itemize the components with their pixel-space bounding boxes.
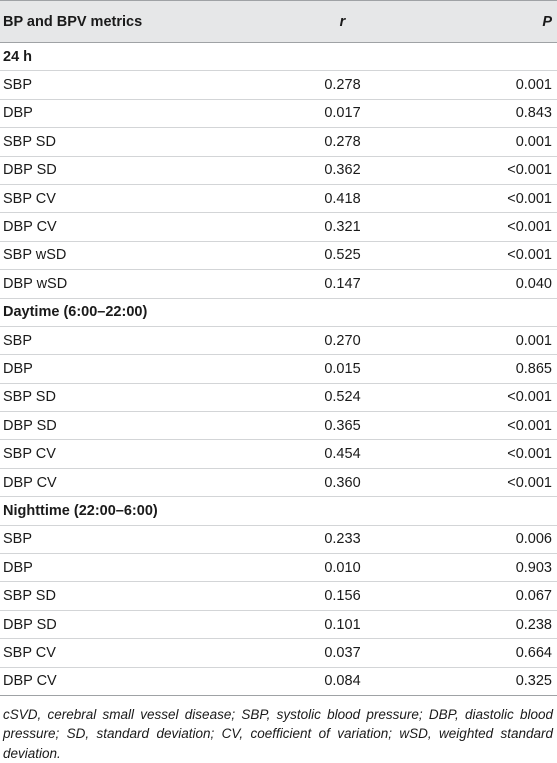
r-value-cell: 0.360 xyxy=(265,468,410,496)
table-row xyxy=(0,241,557,269)
r-value-cell: 0.101 xyxy=(265,610,410,638)
metric-cell: DBP xyxy=(0,99,265,127)
p-value-cell: 0.006 xyxy=(410,525,557,553)
p-value-cell: <0.001 xyxy=(410,184,557,212)
section-header-row xyxy=(0,298,557,326)
table-row xyxy=(0,440,557,468)
table-body xyxy=(0,43,557,696)
table-header-row xyxy=(0,1,557,43)
section-title: Nighttime (22:00–6:00) xyxy=(0,497,557,525)
p-value-cell: 0.001 xyxy=(410,128,557,156)
r-value-cell: 0.233 xyxy=(265,525,410,553)
table-row xyxy=(0,184,557,212)
p-value-cell: 0.001 xyxy=(410,326,557,354)
r-value-cell: 0.278 xyxy=(265,71,410,99)
section-header-row xyxy=(0,497,557,525)
header-p: P xyxy=(410,1,557,43)
metric-cell: DBP SD xyxy=(0,156,265,184)
metric-cell: DBP SD xyxy=(0,610,265,638)
metric-cell: DBP CV xyxy=(0,468,265,496)
table-row xyxy=(0,156,557,184)
metric-cell: DBP CV xyxy=(0,213,265,241)
r-value-cell: 0.147 xyxy=(265,270,410,298)
r-value-cell: 0.037 xyxy=(265,639,410,667)
r-value-cell: 0.365 xyxy=(265,412,410,440)
metric-cell: SBP CV xyxy=(0,440,265,468)
metric-cell: SBP CV xyxy=(0,639,265,667)
p-value-cell: 0.865 xyxy=(410,355,557,383)
table-row xyxy=(0,99,557,127)
table-row xyxy=(0,355,557,383)
p-value-cell: 0.001 xyxy=(410,71,557,99)
metric-cell: SBP xyxy=(0,71,265,99)
p-value-cell: 0.067 xyxy=(410,582,557,610)
r-value-cell: 0.524 xyxy=(265,383,410,411)
section-header-row xyxy=(0,43,557,71)
table-row xyxy=(0,554,557,582)
table-row xyxy=(0,213,557,241)
p-value-cell: <0.001 xyxy=(410,440,557,468)
table-row xyxy=(0,412,557,440)
table-row xyxy=(0,639,557,667)
table-row xyxy=(0,525,557,553)
table-row xyxy=(0,610,557,638)
metric-cell: SBP wSD xyxy=(0,241,265,269)
p-value-cell: 0.238 xyxy=(410,610,557,638)
r-value-cell: 0.270 xyxy=(265,326,410,354)
section-title: 24 h xyxy=(0,43,557,71)
p-value-cell: <0.001 xyxy=(410,383,557,411)
r-value-cell: 0.278 xyxy=(265,128,410,156)
r-value-cell: 0.017 xyxy=(265,99,410,127)
r-value-cell: 0.015 xyxy=(265,355,410,383)
p-value-cell: 0.664 xyxy=(410,639,557,667)
metric-cell: DBP CV xyxy=(0,667,265,695)
metric-cell: DBP SD xyxy=(0,412,265,440)
table-row xyxy=(0,128,557,156)
metric-cell: SBP xyxy=(0,326,265,354)
p-value-cell: 0.903 xyxy=(410,554,557,582)
metric-cell: DBP xyxy=(0,355,265,383)
metric-cell: DBP xyxy=(0,554,265,582)
r-value-cell: 0.362 xyxy=(265,156,410,184)
header-metric: BP and BPV metrics xyxy=(0,1,265,43)
p-value-cell: <0.001 xyxy=(410,241,557,269)
r-value-cell: 0.010 xyxy=(265,554,410,582)
metric-cell: SBP SD xyxy=(0,582,265,610)
r-value-cell: 0.525 xyxy=(265,241,410,269)
r-value-cell: 0.084 xyxy=(265,667,410,695)
p-value-cell: 0.040 xyxy=(410,270,557,298)
r-value-cell: 0.321 xyxy=(265,213,410,241)
p-value-cell: 0.325 xyxy=(410,667,557,695)
metric-cell: SBP SD xyxy=(0,128,265,156)
p-value-cell: <0.001 xyxy=(410,412,557,440)
metric-cell: SBP CV xyxy=(0,184,265,212)
p-value-cell: <0.001 xyxy=(410,468,557,496)
p-value-cell: 0.843 xyxy=(410,99,557,127)
table-row xyxy=(0,582,557,610)
table-footnote: cSVD, cerebral small vessel disease; SBP, systolic blood pressure; DBP, diastolic blood pressure; SD, standard deviation; CV, coefficient of variation; wSD, weighted standard deviation. xyxy=(3,706,553,761)
table-row xyxy=(0,667,557,695)
table-row xyxy=(0,270,557,298)
header-r: r xyxy=(265,1,410,43)
metric-cell: DBP wSD xyxy=(0,270,265,298)
table-row xyxy=(0,383,557,411)
r-value-cell: 0.454 xyxy=(265,440,410,468)
metric-cell: SBP SD xyxy=(0,383,265,411)
table-row xyxy=(0,468,557,496)
p-value-cell: <0.001 xyxy=(410,213,557,241)
r-value-cell: 0.156 xyxy=(265,582,410,610)
table-row xyxy=(0,326,557,354)
section-title: Daytime (6:00–22:00) xyxy=(0,298,557,326)
table-row xyxy=(0,71,557,99)
metric-cell: SBP xyxy=(0,525,265,553)
r-value-cell: 0.418 xyxy=(265,184,410,212)
p-value-cell: <0.001 xyxy=(410,156,557,184)
